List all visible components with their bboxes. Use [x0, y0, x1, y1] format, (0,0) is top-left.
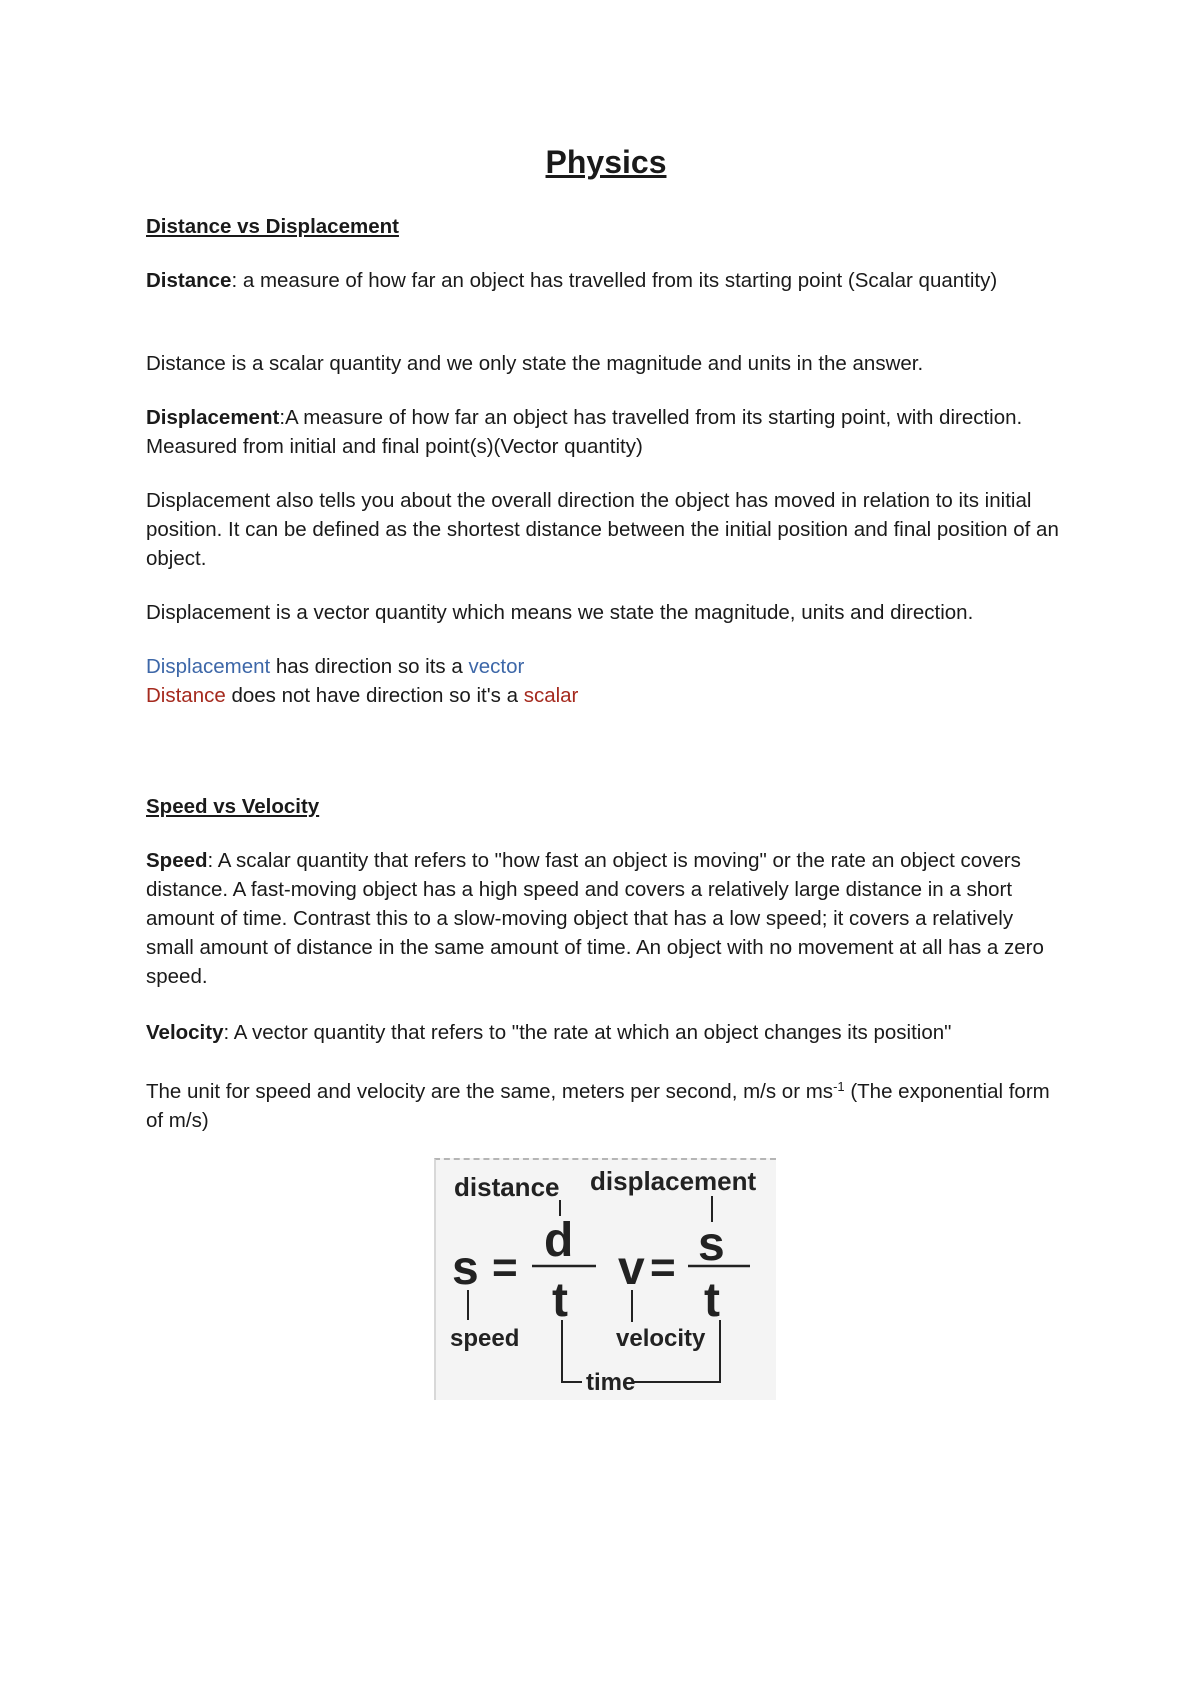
distance-definition: [146, 266, 1066, 295]
formula-equals-2: =: [650, 1243, 676, 1292]
displacement-note-direction: Displacement also tells you about the overall direction the object has moved in relation to its initial position. It can be defined as the shortest distance between the initial position and final position of an object.: [146, 489, 1059, 570]
velocity-definition-text: : A vector quantity that refers to "the rate at which an object changes its position": [223, 1021, 952, 1044]
summary-distance-middle: does not have direction so it's a: [225, 684, 524, 707]
formula-label-time: time: [586, 1369, 636, 1396]
displacement-term: Displacement: [146, 406, 280, 429]
distance-term: Distance: [146, 269, 232, 292]
velocity-term: Velocity: [146, 1021, 224, 1044]
formula-symbol-s-2: s: [698, 1218, 725, 1271]
formula-symbol-s: s: [452, 1242, 479, 1295]
summary-displacement-word: Displacement: [146, 655, 271, 678]
formula-equals-1: =: [492, 1243, 518, 1292]
time-bracket-left: [562, 1320, 582, 1382]
summary-distance-word: Distance: [146, 684, 226, 707]
formula-label-velocity: velocity: [616, 1325, 706, 1352]
formula-diagram: [436, 1160, 774, 1398]
formula-label-distance: distance: [454, 1172, 560, 1202]
distance-definition-text: : a measure of how far an object has travelled from its starting point (Scalar quantity): [231, 269, 998, 292]
formula-label-displacement: displacement: [590, 1166, 757, 1196]
section-heading-speed-velocity: Speed vs Velocity: [146, 795, 320, 818]
displacement-definition-text: :A measure of how far an object has travelled from its starting point, with direction. Measured from initial and final point(s)(Vector quantity): [146, 406, 1023, 458]
speed-definition: [146, 846, 1066, 991]
page-title: Physics: [545, 144, 667, 180]
formula-symbol-d: d: [544, 1214, 574, 1267]
speed-definition-text: : A scalar quantity that refers to "how fast an object is moving" or the rate an object covers distance. A fast-moving object has a high speed and covers a relatively large distance in a short amount of time. Contrast this to a slow-moving object that has a low speed; it covers a relatively small amount of distance in the same amount of time. An object with no movement at all has a zero speed.: [146, 849, 1044, 988]
section-heading-distance-displacement: Distance vs Displacement: [146, 215, 399, 238]
speed-velocity-formula-image: [434, 1158, 776, 1400]
formula-symbol-t-2: t: [704, 1274, 720, 1327]
distance-note: Distance is a scalar quantity and we only state the magnitude and units in the answer.: [146, 352, 924, 375]
formula-symbol-t-1: t: [552, 1274, 568, 1327]
displacement-note-vector: Displacement is a vector quantity which means we state the magnitude, units and direction.: [146, 601, 974, 624]
unit-note: [146, 1072, 1066, 1135]
summary-scalar-word: scalar: [523, 684, 579, 707]
unit-note-text: The unit for speed and velocity are the same, meters per second, m/s or ms: [146, 1080, 834, 1103]
summary-displacement-middle: has direction so its a: [270, 655, 469, 678]
unit-exponent: -1: [833, 1079, 845, 1094]
velocity-definition: [146, 1018, 1066, 1047]
displacement-definition: [146, 403, 1066, 461]
formula-label-speed: speed: [450, 1325, 520, 1352]
summary-vector-word: vector: [468, 655, 525, 678]
vector-scalar-summary: [146, 652, 1066, 710]
speed-term: Speed: [146, 849, 208, 872]
formula-symbol-v: v: [618, 1242, 645, 1295]
unit-note-after: (The exponential form of m/s): [146, 1080, 1050, 1132]
